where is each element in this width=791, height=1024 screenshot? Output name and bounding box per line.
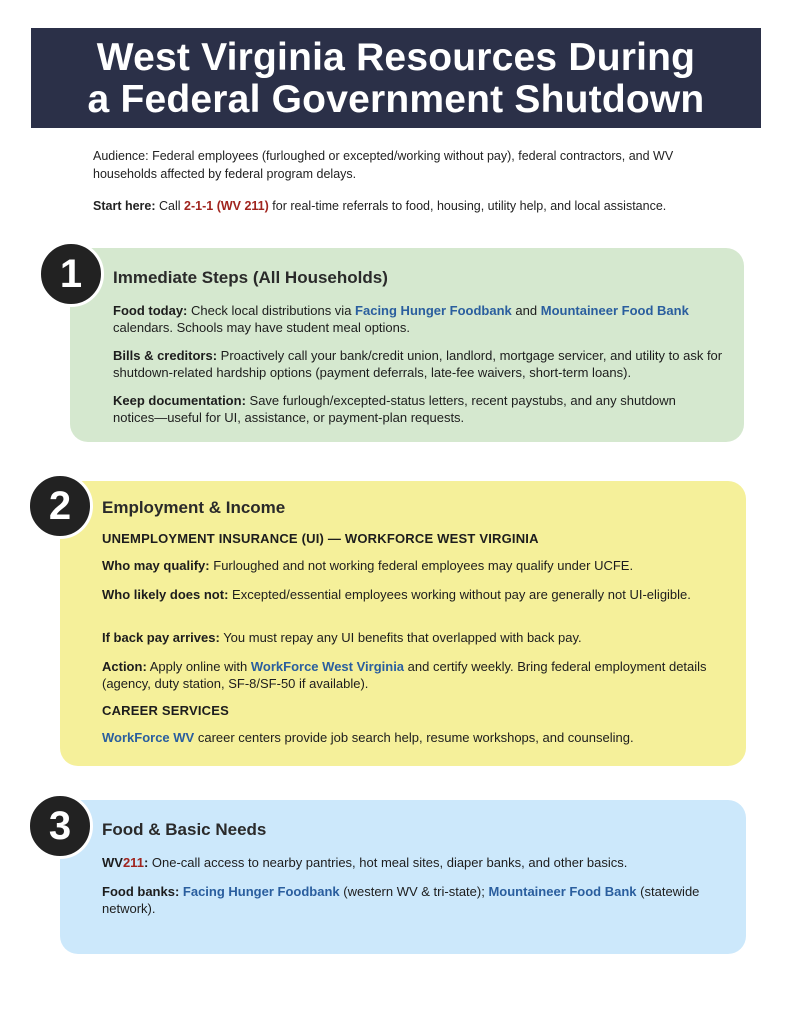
ui-subheading: UNEMPLOYMENT INSURANCE (UI) — WORKFORCE WEST VIRGINIA [102,531,539,546]
title-line-1: West Virginia Resources During [96,36,696,79]
keep-documentation-paragraph: Keep documentation: Save furlough/excepted-status letters, recent paystubs, and any shutdown notices—useful for UI, assistance, or payment-plan requests. [113,393,676,425]
start-here-text [93,197,733,215]
workforce-wv-career-link[interactable]: WorkForce WV [102,730,195,745]
action-paragraph: Action: Apply online with WorkForce West Virginia and certify weekly. Bring federal employment details (agency, duty station, SF-8/SF-50 if available). [102,659,707,691]
facing-hunger-link[interactable]: Facing Hunger Foodbank [355,303,512,318]
back-pay-paragraph: If back pay arrives: You must repay any UI benefits that overlapped with back pay. [102,630,582,645]
wv211-number: 211 [122,855,144,870]
start-here-label: Start here: [93,199,156,213]
workforce-wv-link[interactable]: WorkForce West Virginia [250,659,405,674]
title-line-2: a Federal Government Shutdown [87,78,705,121]
bills-creditors-paragraph: Bills & creditors: Proactively call your bank/credit union, landlord, mortgage servicer, and utility to ask for shutdown-related hardship options (payment deferrals, late-fee waivers, short-term loans). [113,348,723,380]
facing-hunger-link[interactable]: Facing Hunger Foodbank [182,884,340,899]
section-number-badge: 2 [27,473,93,539]
section-number-badge: 3 [27,793,93,859]
wv211-number: 2-1-1 (WV 211) [184,199,269,213]
who-likely-not-paragraph: Who likely does not: Excepted/essential employees working without pay are generally not UI-eligible. [102,587,691,602]
food-today-paragraph: Food today: Check local distributions via Facing Hunger Foodbank and Mountaineer Food Bank calendars. Schools may have student meal options. [113,303,689,335]
section-number-badge: 1 [38,241,104,307]
mountaineer-food-bank-link[interactable]: Mountaineer Food Bank [488,884,637,899]
career-services-subheading: CAREER SERVICES [102,703,230,718]
start-here-rest: for real-time referrals to food, housing, utility help, and local assistance. [272,199,667,213]
wv211-paragraph: WV211: One-call access to nearby pantries, hot meal sites, diaper banks, and other basics. [102,855,628,870]
career-services-paragraph: WorkForce WV career centers provide job search help, resume workshops, and counseling. [102,730,634,745]
title-banner [31,28,761,128]
mountaineer-food-bank-link[interactable]: Mountaineer Food Bank [540,303,689,318]
audience-text: Audience: Federal employees (furloughed or excepted/working without pay), federal contractors, and WV households affected by federal program delays. [93,149,674,181]
section-title: Immediate Steps (All Households) [113,268,388,287]
food-banks-paragraph: Food banks: Facing Hunger Foodbank (western WV & tri-state); Mountaineer Food Bank (statewide network). [102,884,700,916]
start-call-word: Call [159,199,181,213]
section-employment-income [60,481,746,766]
who-may-qualify-paragraph: Who may qualify: Furloughed and not working federal employees may qualify under UCFE. [102,558,634,573]
section-title: Food & Basic Needs [102,820,267,839]
section-title: Employment & Income [102,498,286,517]
